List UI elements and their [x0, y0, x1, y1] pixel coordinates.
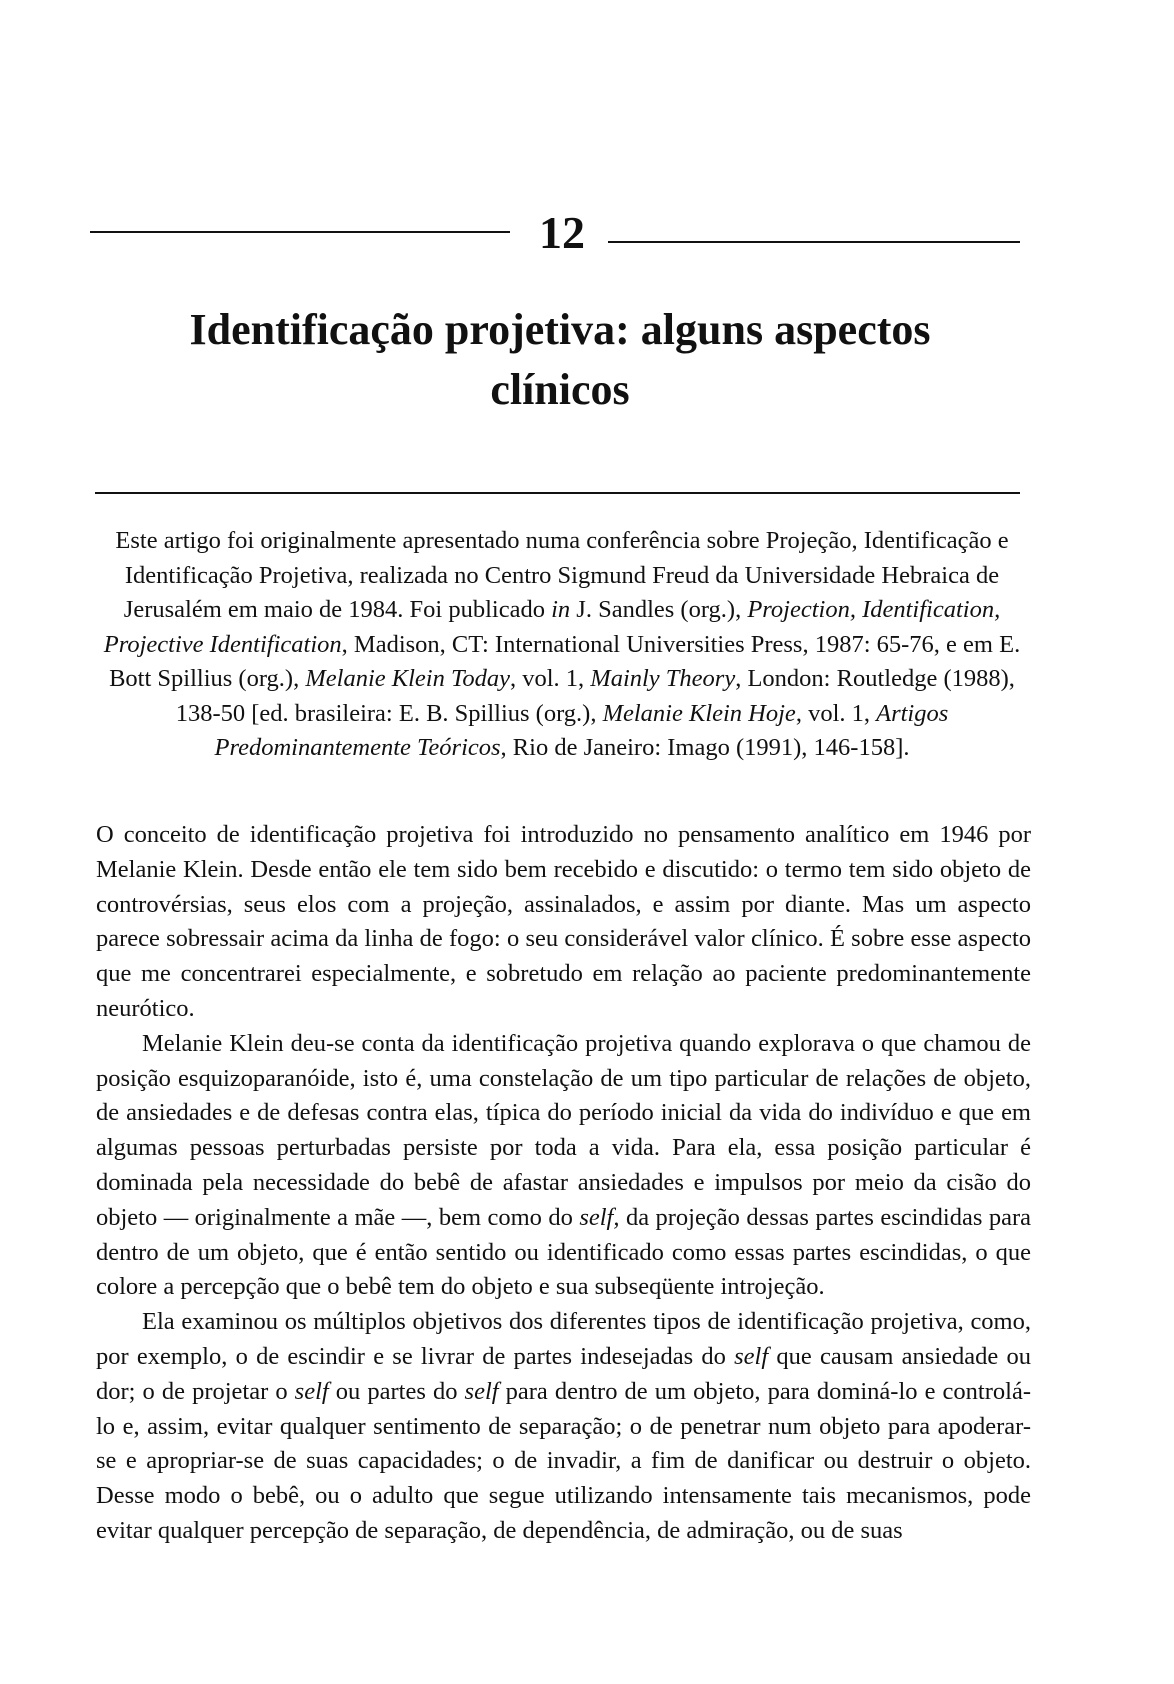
note-text-5: , London: Routledge (1988), 138-50 [ed. brasileira: E. B. Spillius (org.), — [175, 665, 1015, 727]
paragraph-3-text-a: Ela examinou os múltiplos objetivos dos diferentes tipos de identificação projetiva, como, por exemplo, o de escindir e se livrar de partes indesejadas do — [96, 1308, 1031, 1370]
chapter-title-line2: clínicos — [490, 365, 630, 414]
note-text-1: Este artigo foi originalmente apresentado numa conferência sobre Projeção, Identificação e Identificação Projetiva, realizada no Centro Sigmund Freud da Universidade Hebraica de Jerusalém em maio de 1984. Foi publicado — [115, 527, 1009, 623]
note-text-6: , vol. 1, — [795, 699, 877, 727]
paragraph-1: O conceito de identificação projetiva foi introduzido no pensamento analítico em 1946 por Melanie Klein. Desde então ele tem sido bem recebido e discutido: o termo tem sido objeto de controvérsias, seus elos com a projeção, assinalados, e assim por diante. Mas um aspecto parece sobressair acima da linha de fogo: o seu considerável valor clínico. É sobre esse aspecto que me concentrarei especialmente, e sobretudo em relação ao paciente predominantemente neurótico. — [96, 821, 1031, 1022]
chapter-rule-right — [608, 241, 1020, 243]
chapter-rule-left — [90, 231, 510, 233]
publication-note — [102, 524, 1022, 766]
note-in: in — [551, 596, 571, 623]
paragraph-3-self-3: self — [464, 1377, 499, 1405]
note-text-7: , Rio de Janeiro: Imago (1991), 146-158]. — [500, 734, 910, 761]
paragraph-3-text-b: que causam ansiedade ou dor; o de projetar o — [96, 1342, 1031, 1405]
note-book-title-4: Melanie Klein Hoje — [602, 699, 796, 727]
note-book-title-5: Artigos Predominantemente Teóricos — [214, 699, 949, 761]
paragraph-3-self-2: self — [294, 1377, 329, 1405]
paragraph-3 — [96, 1305, 1031, 1549]
body-text — [96, 818, 1031, 1549]
paragraph-3-text-c: ou partes do — [328, 1377, 465, 1405]
title-divider — [95, 492, 1020, 494]
paragraph-2 — [96, 1027, 1031, 1305]
paragraph-2-self: self, — [579, 1203, 620, 1231]
note-book-title-1: Projection, Identification, Projective Identification — [103, 596, 1001, 658]
chapter-title — [110, 300, 1010, 420]
note-text-4: , vol. 1, — [509, 665, 591, 692]
paragraph-2-text-b: da projeção dessas partes escindidas para dentro de um objeto, que é então sentido ou identificado como essas partes escindidas, o que colore a percepção que o bebê tem do objeto e sua subseqüente introjeção. — [96, 1203, 1031, 1301]
chapter-heading — [90, 205, 1020, 265]
paragraph-3-self-1: self — [734, 1342, 769, 1370]
paragraph-2-text-a: Melanie Klein deu-se conta da identificação projetiva quando explorava o que chamou de posição esquizoparanóide, isto é, uma constelação de um tipo particular de relações de objeto, de ansiedades e de defesas contra elas, típica do período inicial da vida do indivíduo e que em algumas pessoas perturbadas persiste por toda a vida. Para ela, essa posição particular é dominada pela necessidade do bebê de afastar ansiedades e impulsos por meio da cisão do objeto — originalmente a mãe —, bem como do — [96, 1029, 1031, 1231]
note-book-title-2: Melanie Klein Today — [305, 665, 510, 692]
note-text-3: , Madison, CT: International Universities Press, 1987: 65-76, e em E. Bott Spillius (org.), — [109, 630, 1021, 692]
paragraph-3-text-d: para dentro de um objeto, para dominá-lo e controlá-lo e, assim, evitar qualquer sentimento de separação; o de penetrar num objeto para apoderar-se e apropriar-se de suas capacidades; o de invadir, a fim de danificar ou destruir o objeto. Desse modo o bebê, ou o adulto que segue utilizando intensamente tais mecanismos, pode evitar qualquer percepção de separação, de dependência, de admiração, ou de suas — [96, 1377, 1031, 1544]
note-book-title-3: Mainly Theory — [590, 665, 736, 692]
chapter-title-line1: Identificação projetiva: alguns aspectos — [189, 305, 931, 354]
note-text-2: J. Sandles (org.), — [570, 596, 748, 623]
chapter-number: 12 — [539, 207, 585, 258]
